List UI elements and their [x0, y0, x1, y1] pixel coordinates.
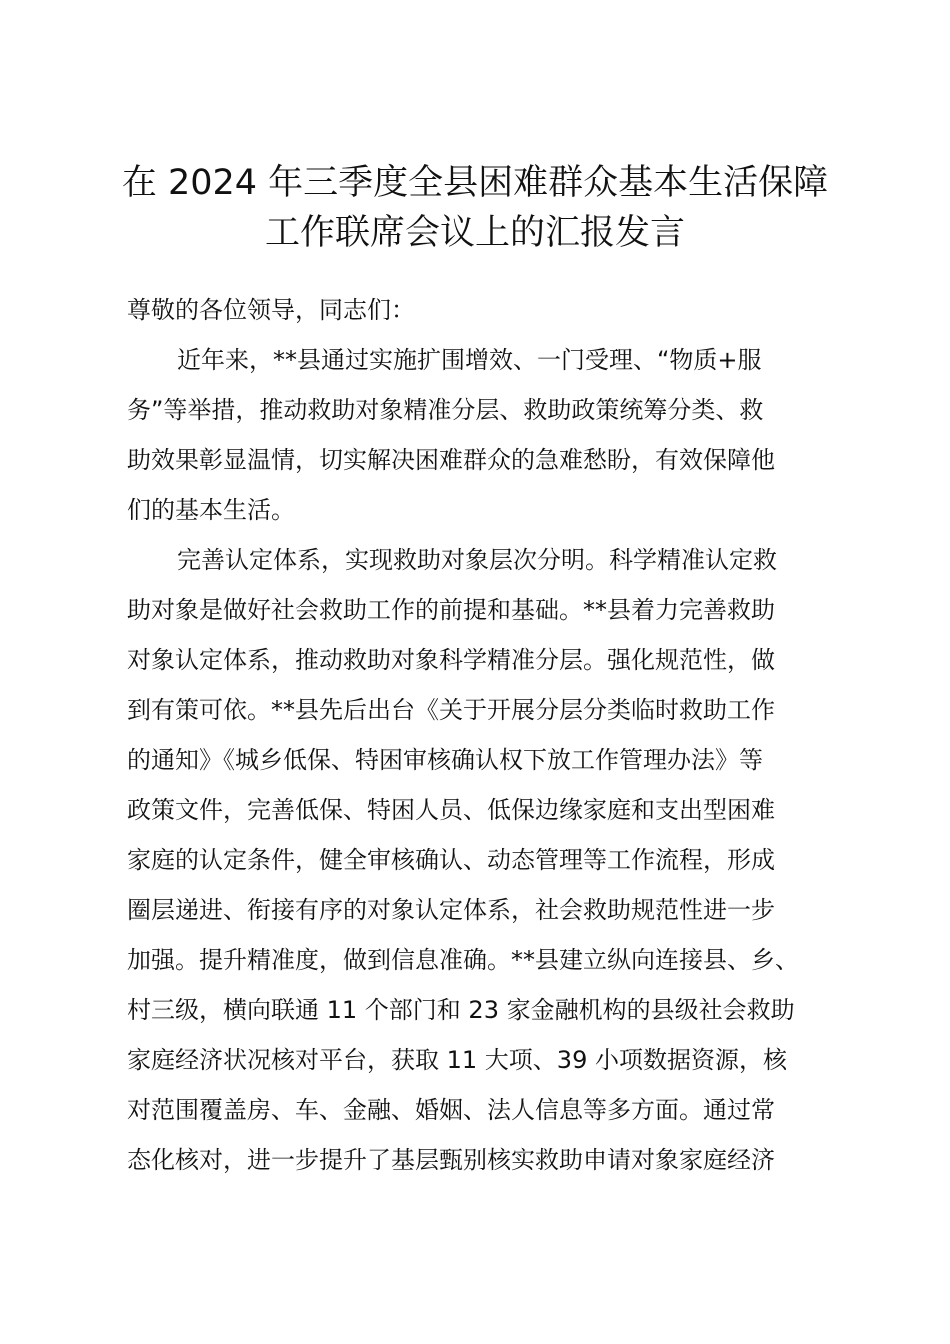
paragraph-line: 圈层递进、衔接有序的对象认定体系，社会救助规范性进一步: [127, 896, 775, 924]
paragraph-line: 完善认定体系，实现救助对象层次分明。科学精准认定救: [177, 546, 777, 574]
paragraph-line: 务”等举措，推动救助对象精准分层、救助政策统筹分类、救: [127, 396, 764, 424]
paragraph-line: 对象认定体系，推动救助对象科学精准分层。强化规范性，做: [127, 646, 775, 674]
paragraph-line: 家庭的认定条件，健全审核确认、动态管理等工作流程，形成: [127, 846, 775, 874]
title-line: 工作联席会议上的汇报发言: [264, 213, 685, 253]
paragraph-line: 的通知》《城乡低保、特困审核确认权下放工作管理办法》等: [127, 746, 763, 774]
paragraph-line: 助效果彰显温情，切实解决困难群众的急难愁盼，有效保障他: [127, 446, 775, 474]
paragraph-line: 态化核对，进一步提升了基层甄别核实救助申请对象家庭经济: [127, 1146, 775, 1174]
paragraph-line: 村三级，横向联通 11 个部门和 23 家金融机构的县级社会救助: [127, 996, 795, 1024]
paragraph-line: 家庭经济状况核对平台，获取 11 大项、39 小项数据资源，核: [127, 1046, 787, 1074]
paragraph-line: 加强。提升精准度，做到信息准确。**县建立纵向连接县、乡、: [127, 946, 799, 974]
paragraph-line: 对范围覆盖房、车、金融、婚姻、法人信息等多方面。通过常: [127, 1096, 775, 1124]
paragraph-line: 助对象是做好社会救助工作的前提和基础。**县着力完善救助: [127, 596, 775, 624]
paragraph-line: 到有策可依。**县先后出台《关于开展分层分类临时救助工作: [127, 696, 775, 724]
title-line: 在 2024 年三季度全县困难群众基本生活保障: [121, 163, 829, 203]
paragraph-line: 近年来，**县通过实施扩围增效、一门受理、“物质+服: [177, 346, 762, 374]
document-body: [127, 285, 847, 1185]
paragraph-line: 们的基本生活。: [127, 496, 295, 524]
salutation: 尊敬的各位领导，同志们：: [127, 296, 415, 324]
paragraph-line: 政策文件，完善低保、特困人员、低保边缘家庭和支出型困难: [127, 796, 775, 824]
document-title: [100, 158, 850, 258]
